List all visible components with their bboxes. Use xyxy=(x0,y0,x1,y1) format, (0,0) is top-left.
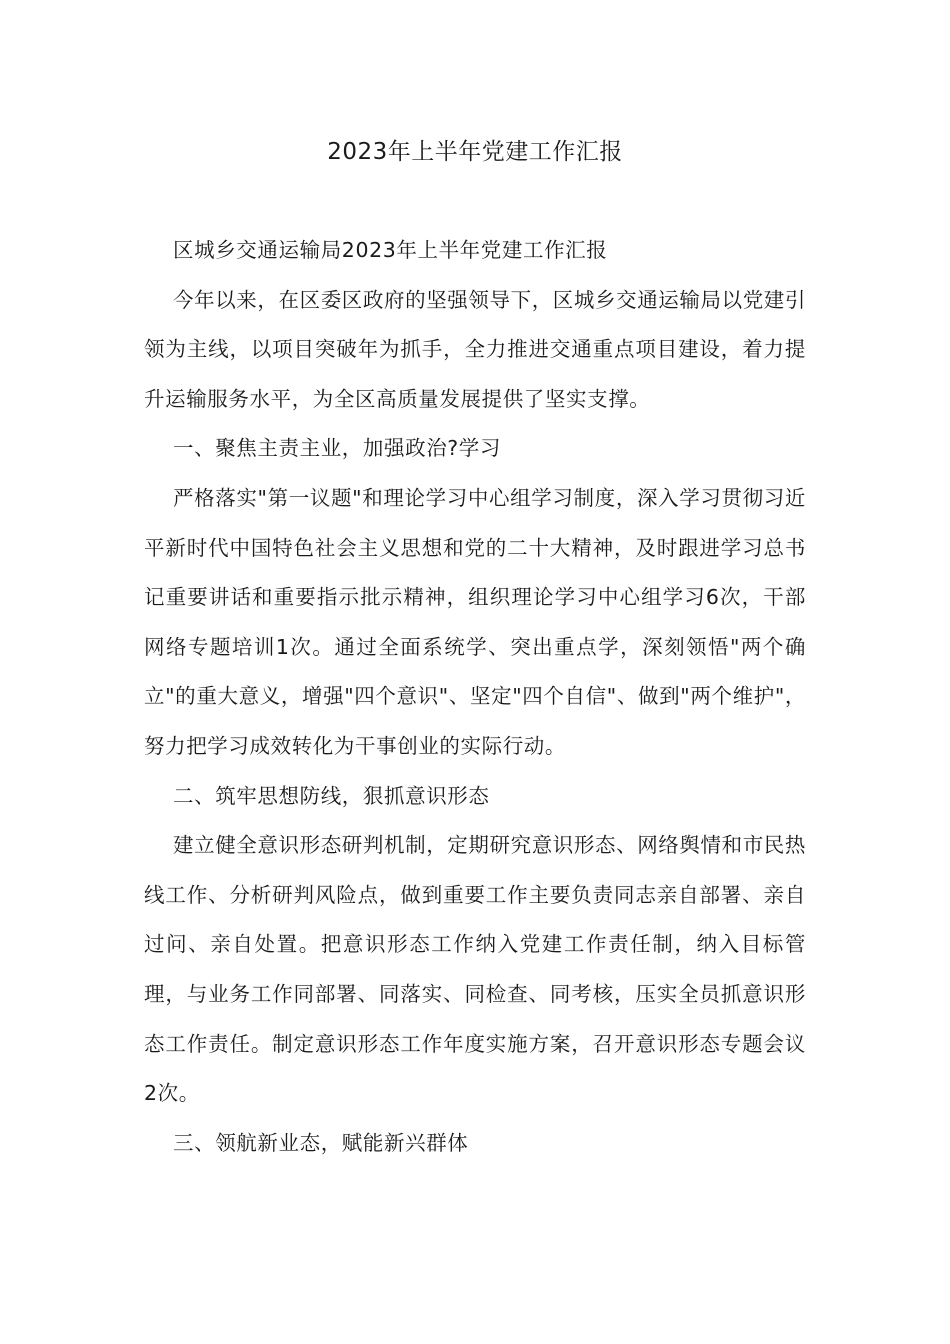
section-body-1: 严格落实"第一议题"和理论学习中心组学习制度，深入学习贯彻习近平新时代中国特色社会主义思想和党的二十大精神，及时跟进学习总书记重要讲话和重要指示批示精神，组织理论学习中心组学习6次，干部网络专题培训1次。通过全面系统学、突出重点学，深刻领悟"两个确立"的重大意义，增强"四个意识"、坚定"四个自信"、做到"两个维护"，努力把学习成效转化为干事创业的实际行动。 xyxy=(144,485,806,758)
document-body xyxy=(144,226,806,1168)
section-heading-2: 二、筑牢思想防线，狠抓意识形态 xyxy=(173,783,490,808)
document-subtitle: 区城乡交通运输局2023年上半年党建工作汇报 xyxy=(173,238,608,262)
section-heading-1: 一、聚焦主责主业，加强政治?学习 xyxy=(173,436,501,461)
document-title: 2023年上半年党建工作汇报 xyxy=(327,139,623,165)
section-body-2: 建立健全意识形态研判机制，定期研究意识形态、网络舆情和市民热线工作、分析研判风险点，做到重要工作主要负责同志亲自部署、亲自过问、亲自处置。把意识形态工作纳入党建工作责任制，纳入目标管理，与业务工作同部署、同落实、同检查、同考核，压实全员抓意识形态工作责任。制定意识形态工作年度实施方案，召开意识形态专题会议2次。 xyxy=(144,833,806,1106)
intro-paragraph: 今年以来，在区委区政府的坚强领导下，区城乡交通运输局以党建引领为主线，以项目突破年为抓手，全力推进交通重点项目建设，着力提升运输服务水平，为全区高质量发展提供了坚实支撑。 xyxy=(144,287,806,411)
section-heading-3: 三、领航新业态，赋能新兴群体 xyxy=(173,1130,469,1155)
